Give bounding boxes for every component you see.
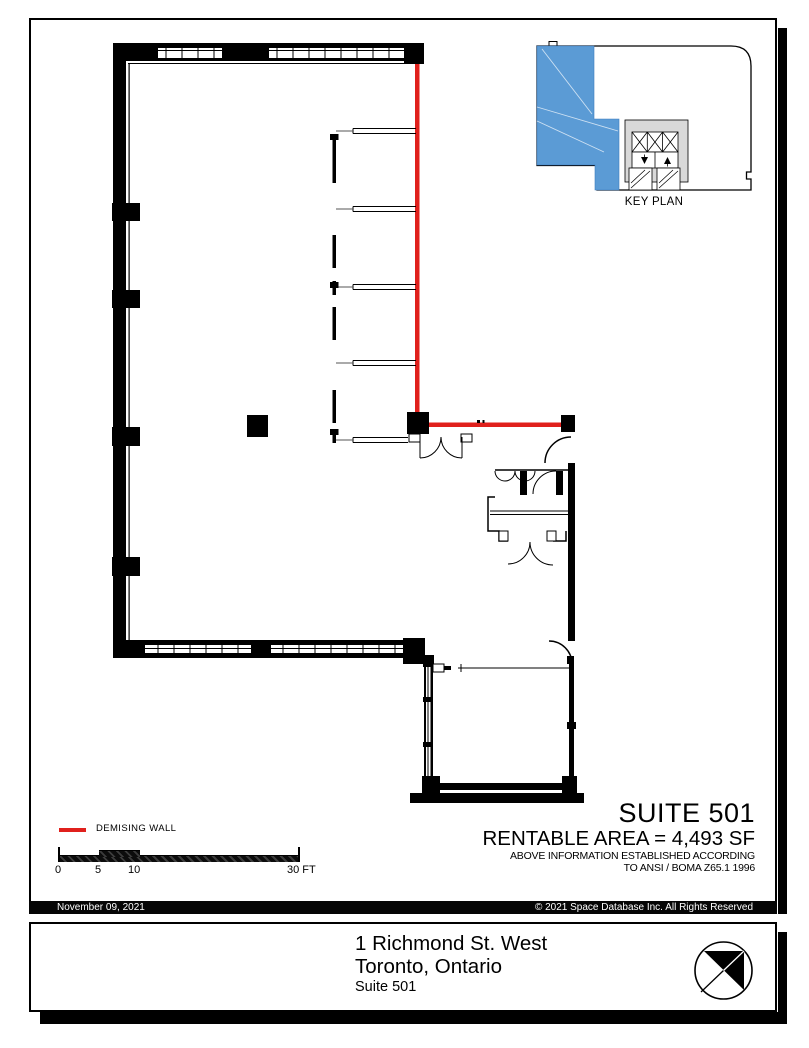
frame-right-shadow	[778, 28, 787, 914]
address-line1: 1 Richmond St. West	[355, 932, 548, 955]
boma-note-line2: TO ANSI / BOMA Z65.1 1996	[623, 862, 755, 874]
address-line3: Suite 501	[355, 979, 417, 995]
scale-bar-raised-segment	[99, 850, 140, 857]
scale-tick-end	[298, 847, 300, 862]
copyright-label: © 2021 Space Database Inc. All Rights Reserved	[534, 902, 753, 913]
scale-bar	[59, 855, 299, 862]
drawing-frame	[29, 18, 777, 914]
suite-title: SUITE 501	[618, 798, 755, 828]
demising-wall-label: DEMISING WALL	[96, 823, 177, 834]
title-block	[482, 799, 755, 874]
address-line2: Toronto, Ontario	[355, 955, 502, 978]
address-bottom-shadow	[40, 1012, 787, 1024]
date-label: November 09, 2021	[57, 902, 145, 913]
scale-label-5: 5	[95, 864, 102, 876]
scale-label-10: 10	[128, 864, 141, 876]
address-right-shadow	[778, 932, 787, 1024]
address-text-block	[355, 932, 547, 997]
scale-label-0: 0	[55, 864, 62, 876]
boma-note-line1: ABOVE INFORMATION ESTABLISHED ACCORDING	[509, 850, 755, 862]
footer-bar	[29, 901, 777, 914]
key-plan-caption: KEY PLAN	[624, 196, 684, 208]
rentable-area-label: RENTABLE AREA = 4,493 SF	[482, 827, 755, 850]
scale-label-30ft: 30 FT	[287, 864, 316, 876]
demising-wall-swatch	[59, 828, 86, 832]
scale-tick-start	[58, 847, 60, 862]
